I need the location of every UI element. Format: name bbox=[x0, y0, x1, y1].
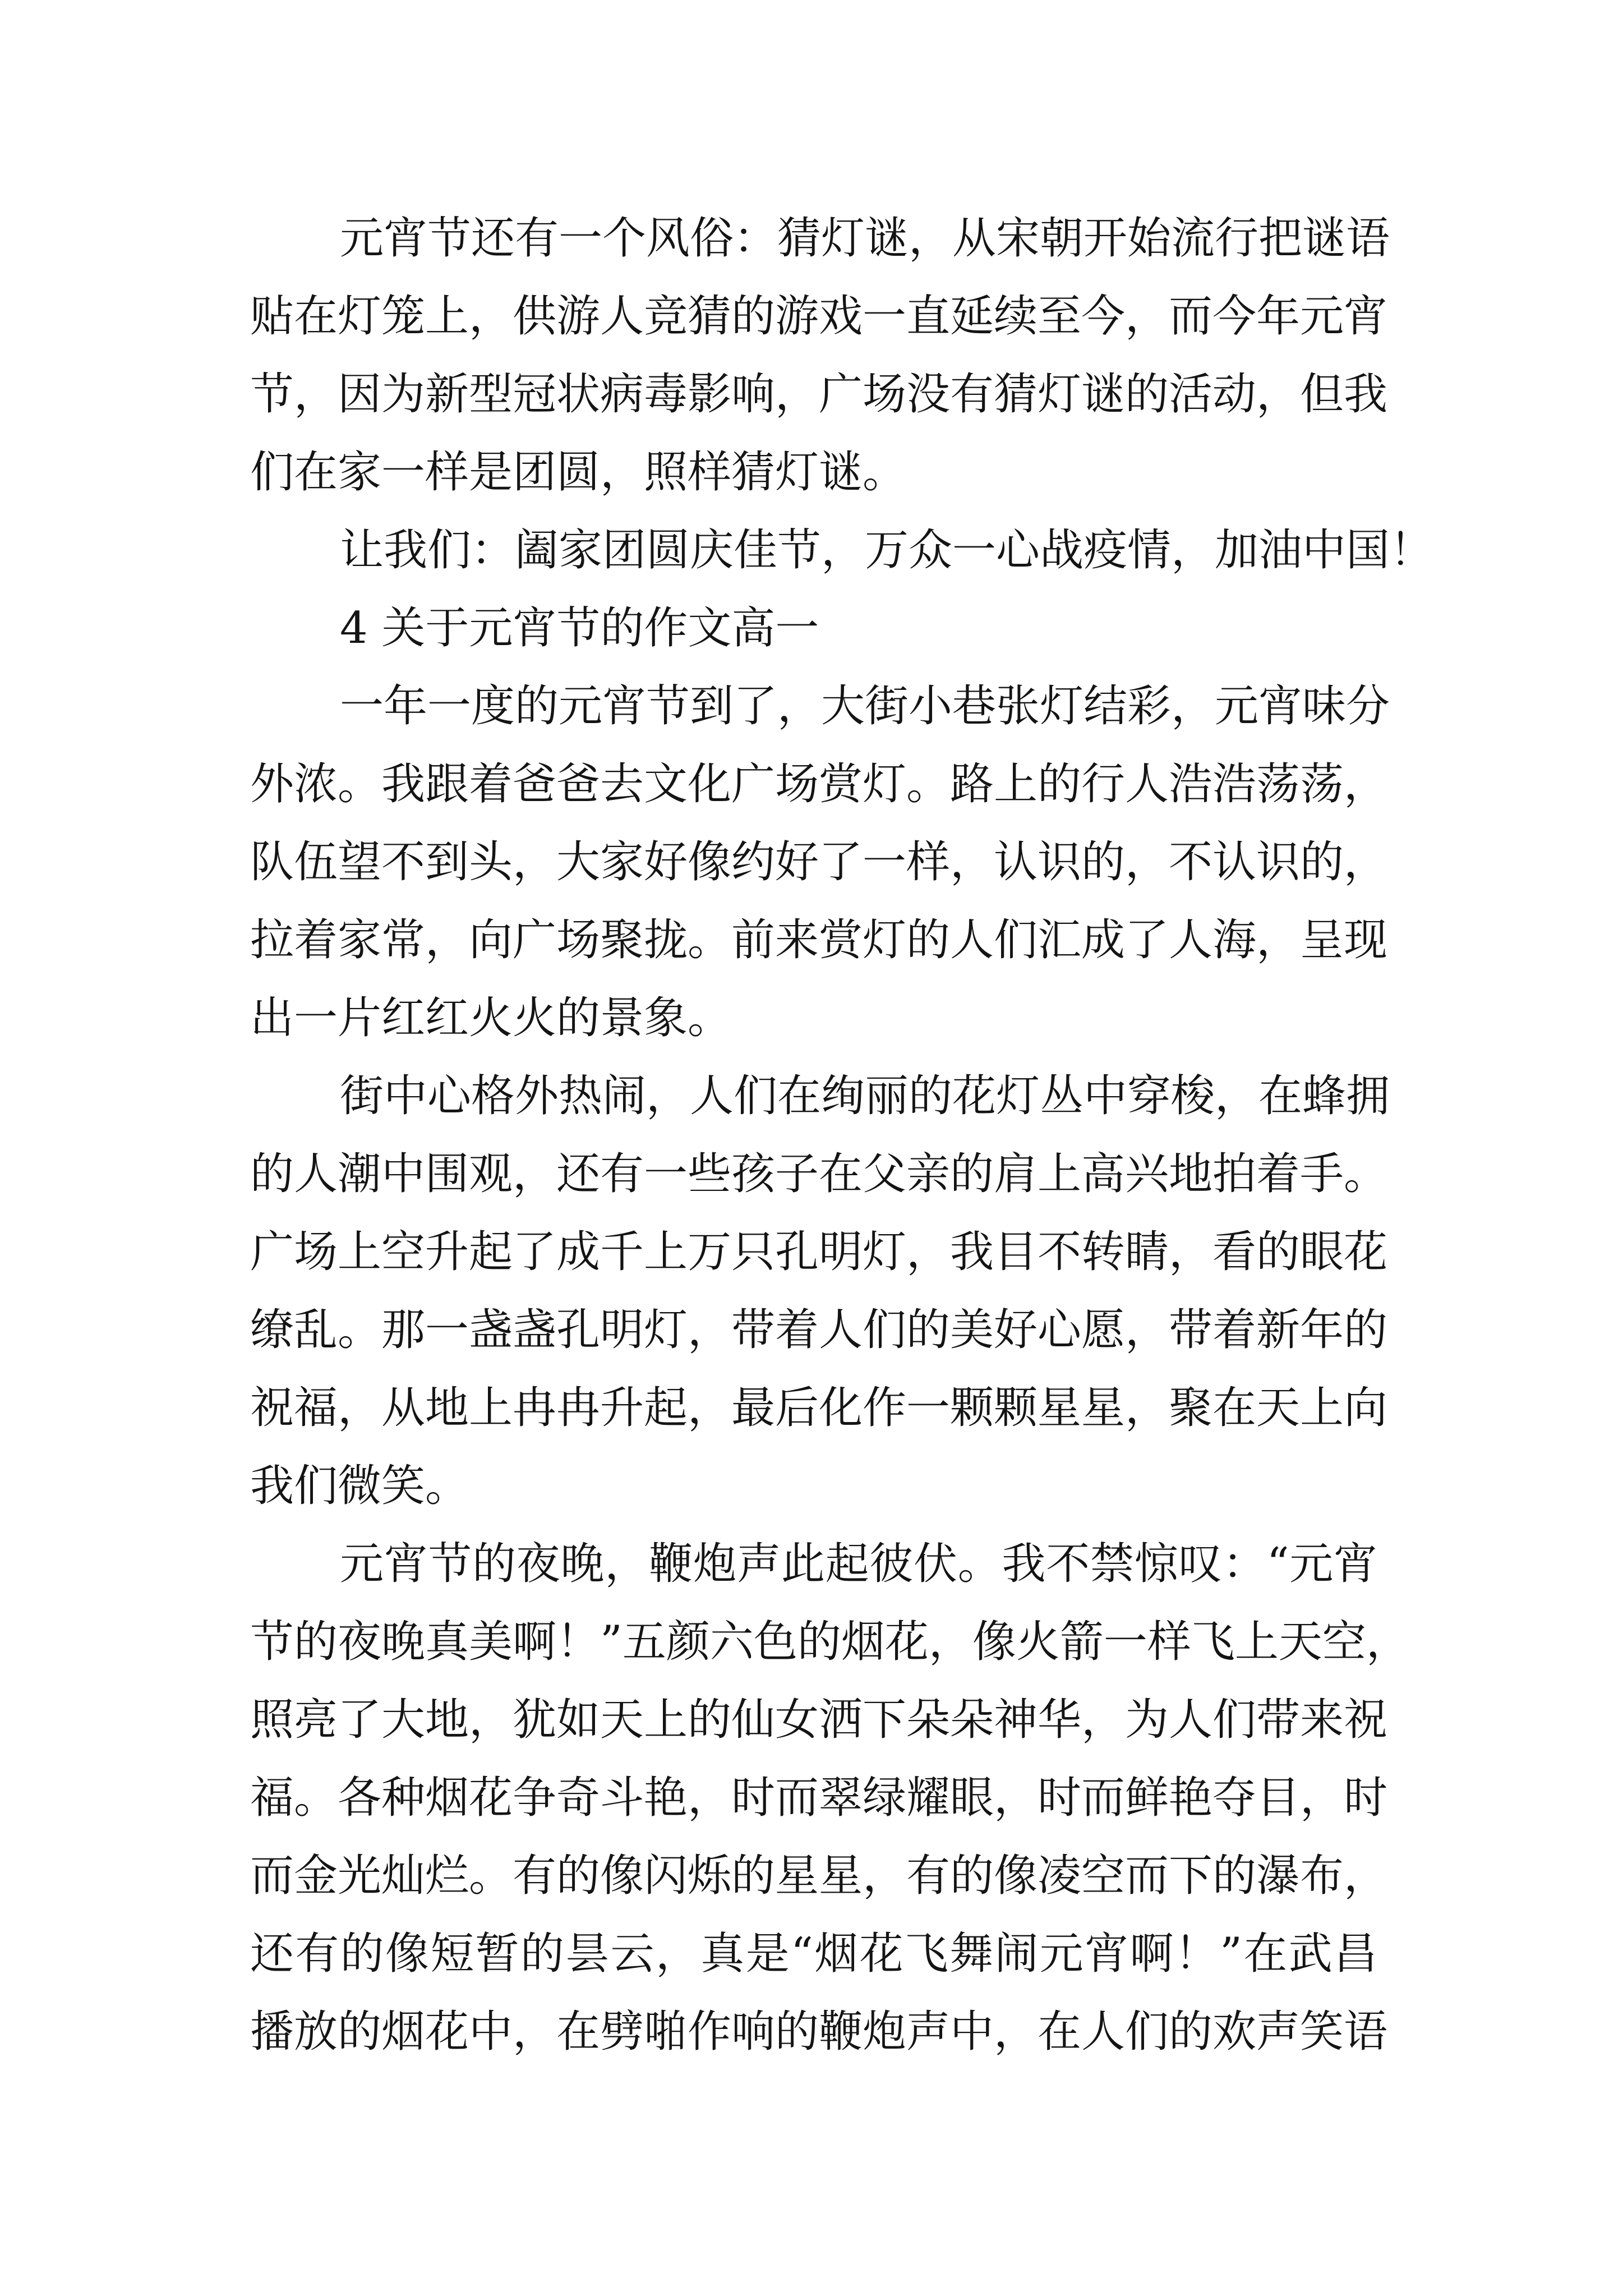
text-line: 出一片红红火火的景象。 bbox=[250, 993, 732, 1043]
text-line: 的人潮中围观，还有一些孩子在父亲的肩上高兴地拍着手。 bbox=[250, 1149, 1388, 1199]
text-line: 还有的像短暂的昙云，真是“烟花飞舞闹元宵啊！”在武昌 bbox=[250, 1929, 1377, 1979]
text-line: 让我们：阖家团圆庆佳节，万众一心战疫情，加油中国！ bbox=[340, 525, 1434, 576]
paragraph bbox=[250, 1525, 1410, 2071]
text-line: 照亮了大地，犹如天上的仙女洒下朵朵神华，为人们带来祝 bbox=[250, 1695, 1388, 1745]
text-line: 街中心格外热闹，人们在绚丽的花灯丛中穿梭，在蜂拥 bbox=[340, 1071, 1390, 1121]
text-line: 一年一度的元宵节到了，大街小巷张灯结彩，元宵味分 bbox=[340, 681, 1390, 731]
paragraph bbox=[250, 200, 1390, 512]
text-line: 而金光灿烂。有的像闪烁的星星，有的像凌空而下的瀑布， bbox=[250, 1851, 1388, 1901]
paragraph bbox=[250, 1057, 1390, 1525]
text-line: 们在家一样是团圆，照样猜灯谜。 bbox=[250, 447, 907, 498]
text-line: 外浓。我跟着爸爸去文化广场赏灯。路上的行人浩浩荡荡， bbox=[250, 759, 1388, 809]
text-line: 贴在灯笼上，供游人竞猜的游戏一直延续至今，而今年元宵 bbox=[250, 291, 1388, 342]
text-line: 播放的烟花中，在劈啪作响的鞭炮声中，在人们的欢声笑语 bbox=[250, 2007, 1388, 2057]
text-line: 缭乱。那一盏盏孔明灯，带着人们的美好心愿，带着新年的 bbox=[250, 1305, 1388, 1355]
paragraph bbox=[250, 668, 1390, 1057]
text-line: 广场上空升起了成千上万只孔明灯，我目不转睛，看的眼花 bbox=[250, 1227, 1388, 1277]
text-line: 节的夜晚真美啊！”五颜六色的烟花，像火箭一样飞上天空， bbox=[250, 1617, 1410, 1667]
text-line: 拉着家常，向广场聚拢。前来赏灯的人们汇成了人海，呈现 bbox=[250, 915, 1388, 965]
text-line: 我们微笑。 bbox=[250, 1461, 469, 1511]
section-heading bbox=[250, 590, 1377, 668]
paragraph bbox=[250, 512, 1434, 590]
text-line: 福。各种烟花争奇斗艳，时而翠绿耀眼，时而鲜艳夺目，时 bbox=[250, 1773, 1388, 1823]
text-line: 队伍望不到头，大家好像约好了一样，认识的，不认识的， bbox=[250, 837, 1388, 887]
text-line: 节，因为新型冠状病毒影响，广场没有猜灯谜的活动，但我 bbox=[250, 369, 1388, 420]
text-line: 祝福，从地上冉冉升起，最后化作一颗颗星星，聚在天上向 bbox=[250, 1383, 1388, 1433]
document-body bbox=[250, 200, 1434, 2071]
text-line: 元宵节的夜晚，鞭炮声此起彼伏。我不禁惊叹：“元宵 bbox=[340, 1539, 1377, 1589]
heading-text: 4 关于元宵节的作文高一 bbox=[340, 603, 819, 654]
text-line: 元宵节还有一个风俗：猜灯谜，从宋朝开始流行把谜语 bbox=[340, 213, 1390, 264]
